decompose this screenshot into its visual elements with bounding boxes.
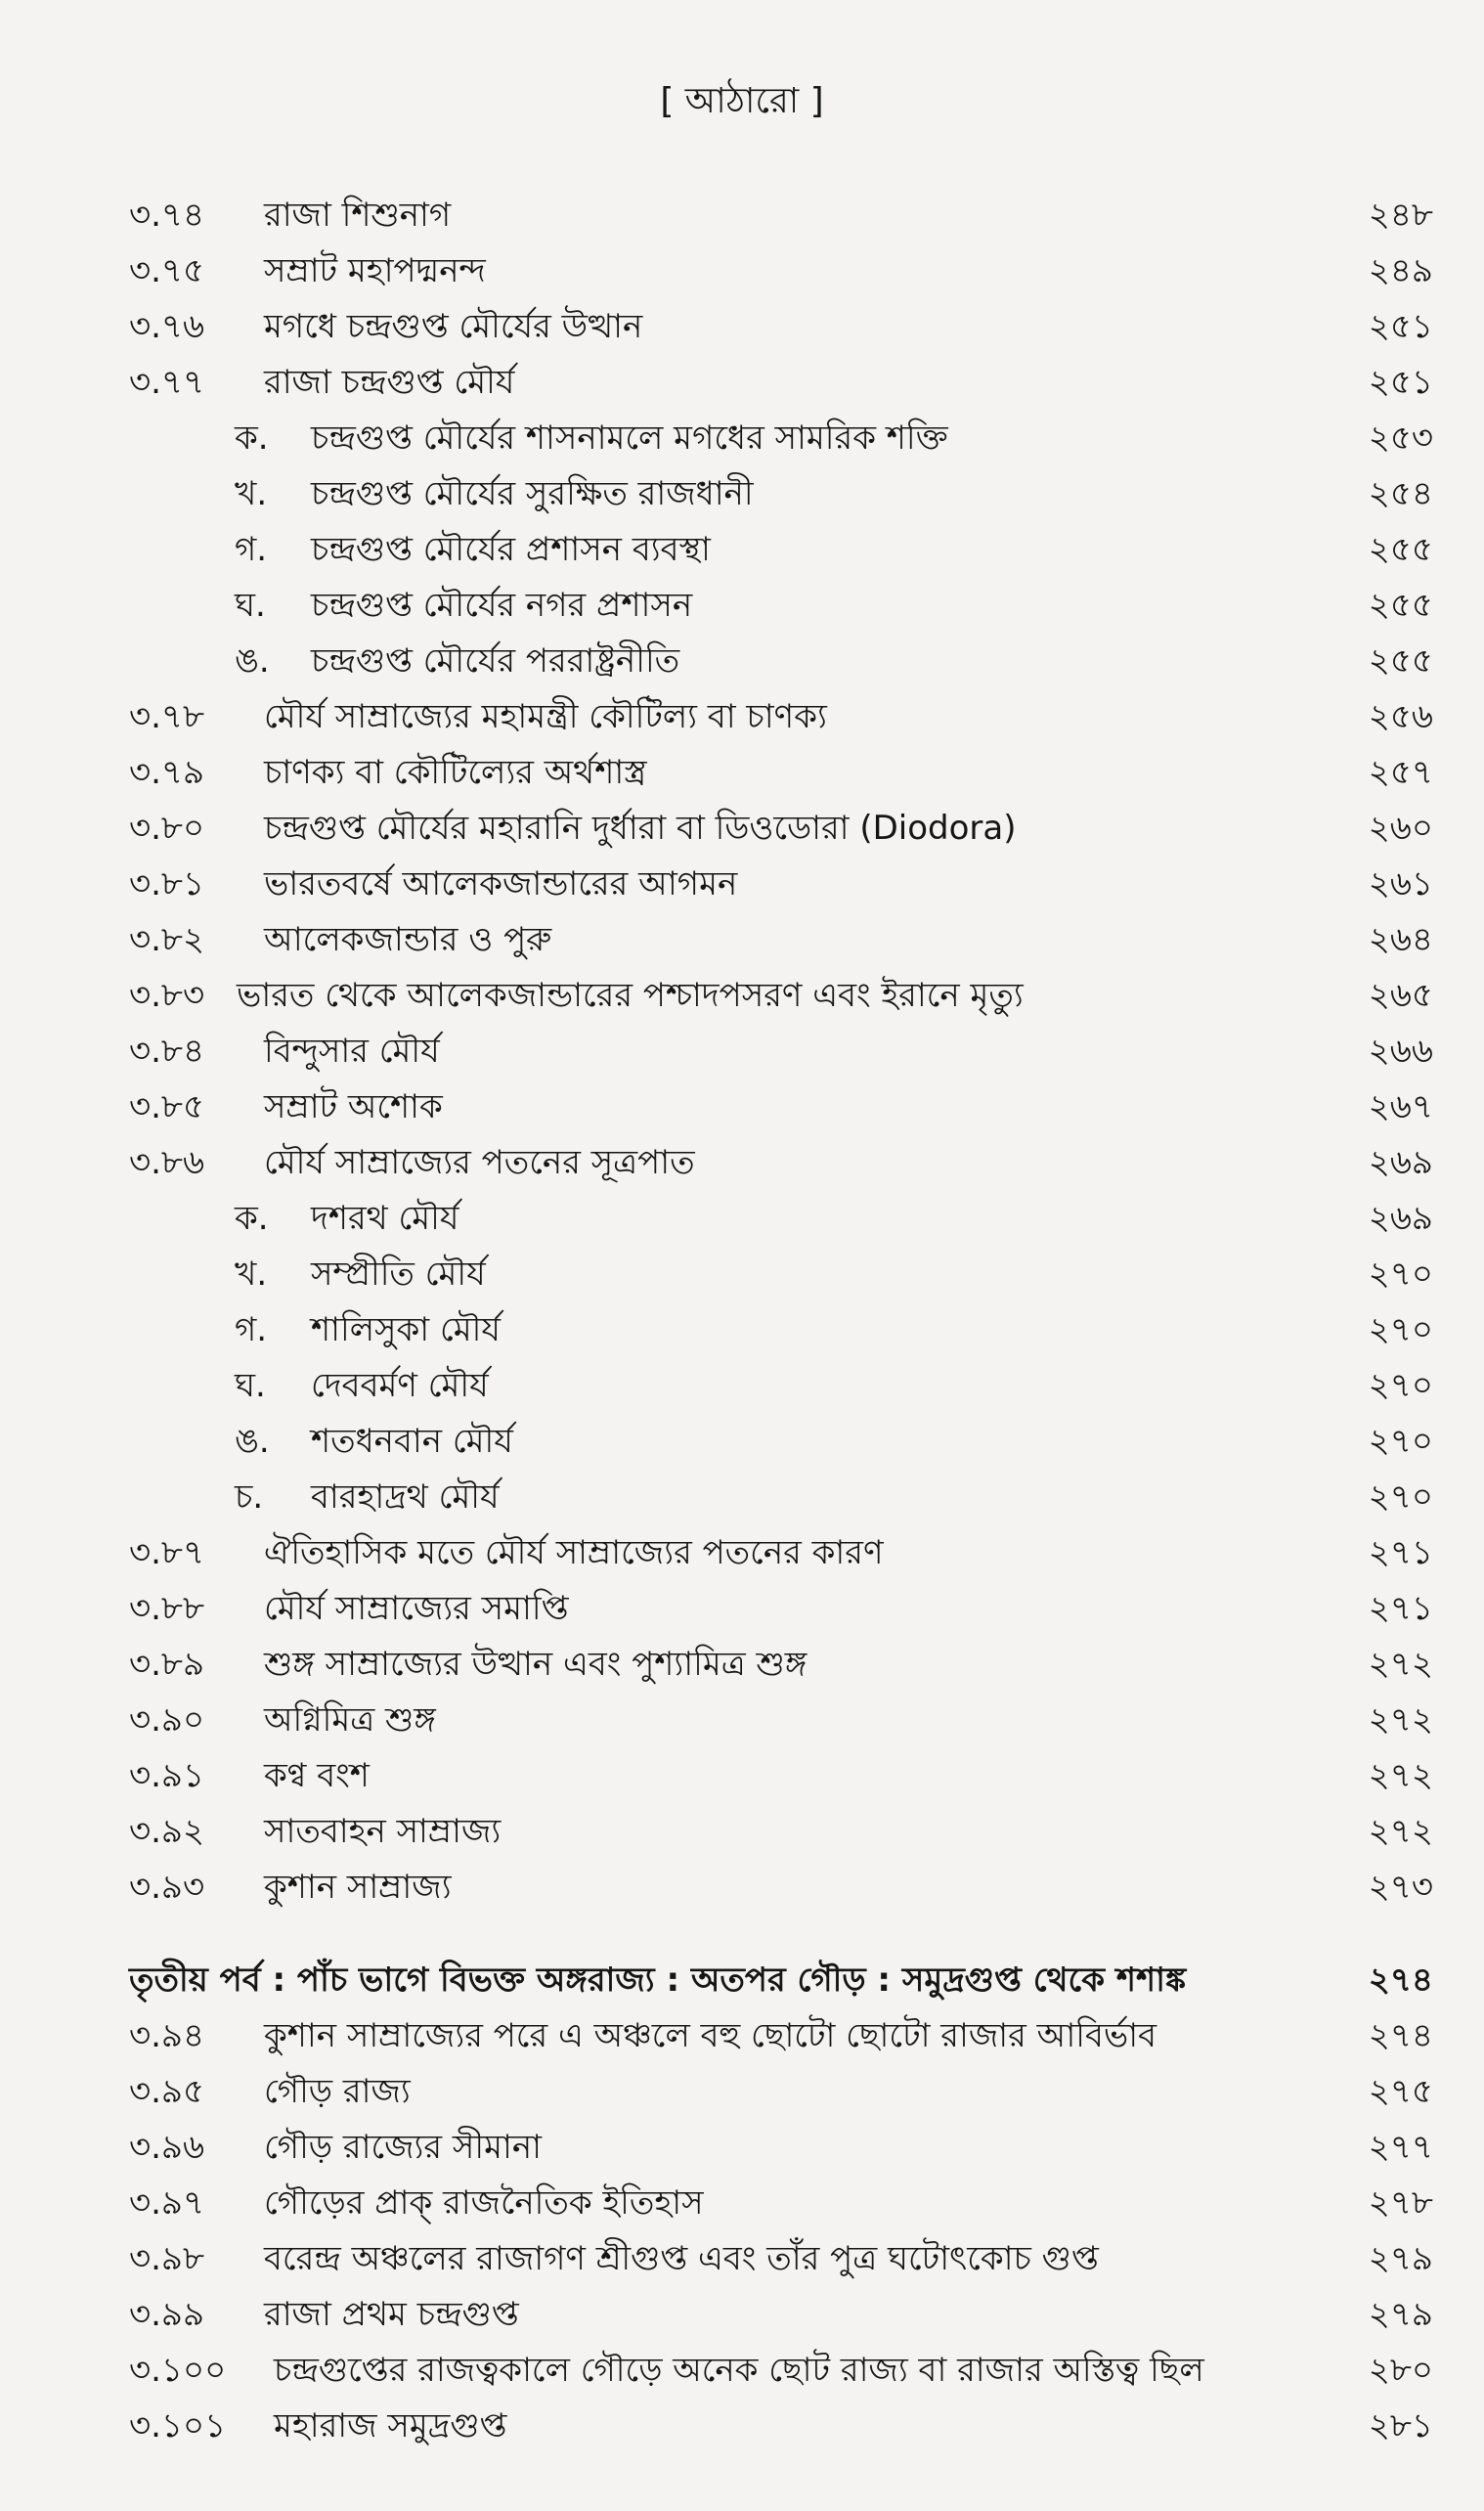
entry-title: মৌর্য সাম্রাজ্যের সমাপ্তি [264,1589,569,1628]
entry-number: ৩.৯২ [129,1812,205,1851]
entry-number: ৩.৯১ [129,1756,205,1795]
entry-number: ৩.১০০ [129,2351,227,2390]
entry-page: ২৭০ [1368,1366,1433,1405]
entry-page: ২৫৭ [1368,753,1433,792]
entry-page: ২৬৬ [1368,1032,1433,1071]
subentry-marker: ক. [235,418,269,458]
entry-page: ২৬৪ [1368,920,1433,959]
subentry-title: চন্দ্রগুপ্ত মৌর্যের প্রশাসন ব্যবস্থা [311,530,711,569]
entry-title: গৌড়ের প্রাক্ রাজনৈতিক ইতিহাস [264,2183,704,2223]
subentry-marker: খ. [235,474,268,513]
toc-subentry [0,1419,1484,1464]
entry-page: ২৫৩ [1368,418,1433,458]
entry-page: ২৮০ [1368,2351,1433,2390]
toc-entry [0,1865,1484,1910]
entry-title: সম্রাট মহাপদ্মনন্দ [264,251,486,290]
subentry-marker: ঘ. [235,586,266,625]
toc-entry [0,248,1484,293]
entry-title: ঐতিহাসিক মতে মৌর্য সাম্রাজ্যের পতনের কারণ [264,1533,884,1572]
entry-page: ২৭৯ [1368,2239,1433,2278]
entry-title: চন্দ্রগুপ্ত মৌর্যের মহারানি দুর্ধারা বা ডিওডোরা (Diodora) [264,809,1017,848]
subentry-marker: চ. [235,1477,264,1517]
toc-subentry [0,1475,1484,1520]
subentry-marker: খ. [235,1255,268,1294]
entry-title: রাজা প্রথম চন্দ্রগুপ্ত [264,2295,519,2334]
entry-page: ২৫১ [1368,307,1433,346]
toc-entry [0,193,1484,238]
entry-title: ভারত থেকে আলেকজান্ডারের পশ্চাদপসরণ এবং ইরানে মৃত্যু [237,976,1024,1015]
toc-entry [0,973,1484,1018]
entry-page: ২৭২ [1368,1700,1433,1740]
entry-page: ২৭০ [1368,1255,1433,1294]
subentry-title: শালিসুকা মৌর্য [311,1310,501,1349]
entry-title: শুঙ্গ সাম্রাজ্যের উত্থান এবং পুশ্যামিত্র শুঙ্গ [264,1645,807,1684]
entry-number: ৩.৯৯ [129,2295,205,2334]
entry-number: ৩.৯৫ [129,2072,205,2111]
entry-title: সাতবাহন সাম্রাজ্য [264,1812,502,1851]
toc-entry [0,1084,1484,1129]
entry-title: বিন্দুসার মৌর্য [264,1032,440,1071]
entry-title: আলেকজান্ডার ও পুরু [264,920,552,959]
toc-entry [0,304,1484,349]
subentry-title: শতধনবান মৌর্য [311,1422,513,1461]
entry-page: ২৬১ [1368,864,1433,903]
subentry-marker: গ. [235,1310,268,1349]
entry-number: ৩.৯৩ [129,1868,205,1907]
entry-number: ৩.৮৬ [129,1143,205,1182]
subentry-title: বারহাদ্রথ মৌর্য [311,1477,500,1517]
toc-entry [0,360,1484,405]
section-title: তৃতীয় পর্ব : পাঁচ ভাগে বিভক্ত অঙ্গরাজ্য : অতপর গৌড় : সমুদ্রগুপ্ত থেকে শশাঙ্ক [129,1960,1187,2000]
entry-page: ২৫৫ [1368,530,1433,569]
entry-page: ২৪৮ [1368,196,1433,235]
entry-title: মৌর্য সাম্রাজ্যের পতনের সূত্রপাত [264,1143,695,1182]
toc-subentry [0,639,1484,683]
entry-page: ২৭২ [1368,1756,1433,1795]
toc-entry [0,1753,1484,1798]
toc-entry [0,1586,1484,1631]
entry-page: ২৬৫ [1368,976,1433,1015]
entry-number: ৩.৮৫ [129,1087,205,1126]
subentry-title: দশরথ মৌর্য [311,1199,459,1238]
subentry-marker: গ. [235,530,268,569]
toc-entry [0,1697,1484,1742]
subentry-marker: ক. [235,1199,269,1238]
entry-page: ২৫৪ [1368,474,1433,513]
entry-number: ৩.৭৭ [129,363,205,402]
toc-entry [0,1642,1484,1687]
entry-page: ২৫৫ [1368,641,1433,681]
entry-title: মৌর্য সাম্রাজ্যের মহামন্ত্রী কৌটিল্য বা চাণক্য [264,697,827,736]
toc-subentry [0,471,1484,516]
entry-title: সম্রাট অশোক [264,1087,443,1126]
entry-number: ৩.১০১ [129,2406,227,2445]
entry-page: ২৭৪ [1368,2016,1433,2055]
subentry-title: চন্দ্রগুপ্ত মৌর্যের শাসনামলে মগধের সামরিক শক্তি [311,418,948,458]
entry-number: ৩.৯৭ [129,2183,205,2223]
entry-page: ২৪৯ [1368,251,1433,290]
entry-number: ৩.৭৮ [129,697,205,736]
entry-number: ৩.৯০ [129,1700,205,1740]
section-heading [0,1958,1484,2003]
subentry-marker: ঙ. [235,641,270,681]
toc-entry [0,806,1484,851]
toc-subentry [0,1363,1484,1408]
entry-number: ৩.৯৬ [129,2128,205,2167]
entry-page: ২৫৬ [1368,697,1433,736]
entry-number: ৩.৮০ [129,809,205,848]
entry-page: ২৭১ [1368,1589,1433,1628]
entry-page: ২৬০ [1368,809,1433,848]
entry-number: ৩.৮২ [129,920,205,959]
entry-number: ৩.৮১ [129,864,205,903]
entry-number: ৩.৮৭ [129,1533,205,1572]
subentry-title: দেববর্মণ মৌর্য [311,1366,489,1405]
entry-number: ৩.৮৩ [129,976,205,1015]
entry-page: ২৭৫ [1368,2072,1433,2111]
entry-number: ৩.৯৪ [129,2016,205,2055]
toc-subentry [0,583,1484,628]
entry-page: ২৬৭ [1368,1087,1433,1126]
entry-page: ২৮১ [1368,2406,1433,2445]
page-heading: [ আঠারো ] [660,81,824,121]
entry-page: ২৭০ [1368,1310,1433,1349]
entry-title: কুশান সাম্রাজ্য [264,1868,452,1907]
toc-entry [0,2403,1484,2448]
toc-entry [0,861,1484,906]
toc-subentry [0,1307,1484,1352]
entry-title: বরেন্দ্র অঞ্চলের রাজাগণ শ্রীগুপ্ত এবং তাঁর পুত্র ঘটোৎকোচ গুপ্ত [264,2239,1099,2278]
toc-subentry [0,1252,1484,1297]
entry-title: মহারাজ সমুদ্রগুপ্ত [274,2406,507,2445]
entry-title: রাজা চন্দ্রগুপ্ত মৌর্য [264,363,515,402]
toc-entry [0,750,1484,795]
toc-entry [0,1029,1484,1074]
entry-number: ৩.৭৪ [129,196,205,235]
entry-number: ৩.৮৯ [129,1645,205,1684]
entry-number: ৩.৭৬ [129,307,205,346]
toc-entry [0,2348,1484,2393]
toc-entry [0,1530,1484,1575]
toc-entry [0,2125,1484,2170]
entry-page: ২৭০ [1368,1477,1433,1517]
toc-subentry [0,527,1484,572]
subentry-title: চন্দ্রগুপ্ত মৌর্যের পররাষ্ট্রনীতি [311,641,680,681]
entry-number: ৩.৭৯ [129,753,205,792]
subentry-title: সম্প্রীতি মৌর্য [311,1255,486,1294]
entry-number: ৩.৯৮ [129,2239,205,2278]
entry-title: অগ্নিমিত্র শুঙ্গ [264,1700,436,1740]
toc-subentry [0,416,1484,461]
entry-page: ২৭২ [1368,1812,1433,1851]
entry-number: ৩.৭৫ [129,251,205,290]
toc-entry [0,694,1484,739]
toc-entry [0,2236,1484,2281]
subentry-title: চন্দ্রগুপ্ত মৌর্যের নগর প্রশাসন [311,586,693,625]
entry-title: চন্দ্রগুপ্তের রাজত্বকালে গৌড়ে অনেক ছোট রাজ্য বা রাজার অস্তিত্ব ছিল [274,2351,1204,2390]
entry-title: কুশান সাম্রাজ্যের পরে এ অঞ্চলে বহু ছোটো ছোটো রাজার আবির্ভাব [264,2016,1157,2055]
toc-entry [0,917,1484,962]
entry-title: মগধে চন্দ্রগুপ্ত মৌর্যের উত্থান [264,307,643,346]
entry-title: গৌড় রাজ্যের সীমানা [264,2128,542,2167]
toc-entry [0,1809,1484,1854]
toc-entry [0,2181,1484,2225]
entry-page: ২৭২ [1368,1645,1433,1684]
entry-page: ২৭৩ [1368,1868,1433,1907]
entry-page: ২৭৮ [1368,2183,1433,2223]
entry-title: গৌড় রাজ্য [264,2072,411,2111]
entry-title: রাজা শিশুনাগ [264,196,452,235]
subentry-marker: ঘ. [235,1366,266,1405]
entry-page: ২৫১ [1368,363,1433,402]
entry-number: ৩.৮৪ [129,1032,205,1071]
toc-entry [0,1140,1484,1185]
section-page: ২৭৪ [1368,1960,1433,2000]
entry-number: ৩.৮৮ [129,1589,205,1628]
entry-page: ২৫৫ [1368,586,1433,625]
entry-page: ২৬৯ [1368,1199,1433,1238]
subentry-marker: ঙ. [235,1422,270,1461]
entry-page: ২৭৭ [1368,2128,1433,2167]
entry-page: ২৭১ [1368,1533,1433,1572]
toc-entry [0,2069,1484,2114]
subentry-title: চন্দ্রগুপ্ত মৌর্যের সুরক্ষিত রাজধানী [311,474,754,513]
entry-title: চাণক্য বা কৌটিল্যের অর্থশাস্ত্র [264,753,647,792]
entry-title: কণ্ব বংশ [264,1756,370,1795]
entry-page: ২৬৯ [1368,1143,1433,1182]
toc-entry [0,2013,1484,2058]
entry-page: ২৭০ [1368,1422,1433,1461]
entry-page: ২৭৯ [1368,2295,1433,2334]
toc-subentry [0,1196,1484,1241]
entry-title: ভারতবর্ষে আলেকজান্ডারের আগমন [264,864,738,903]
toc-entry [0,2292,1484,2337]
